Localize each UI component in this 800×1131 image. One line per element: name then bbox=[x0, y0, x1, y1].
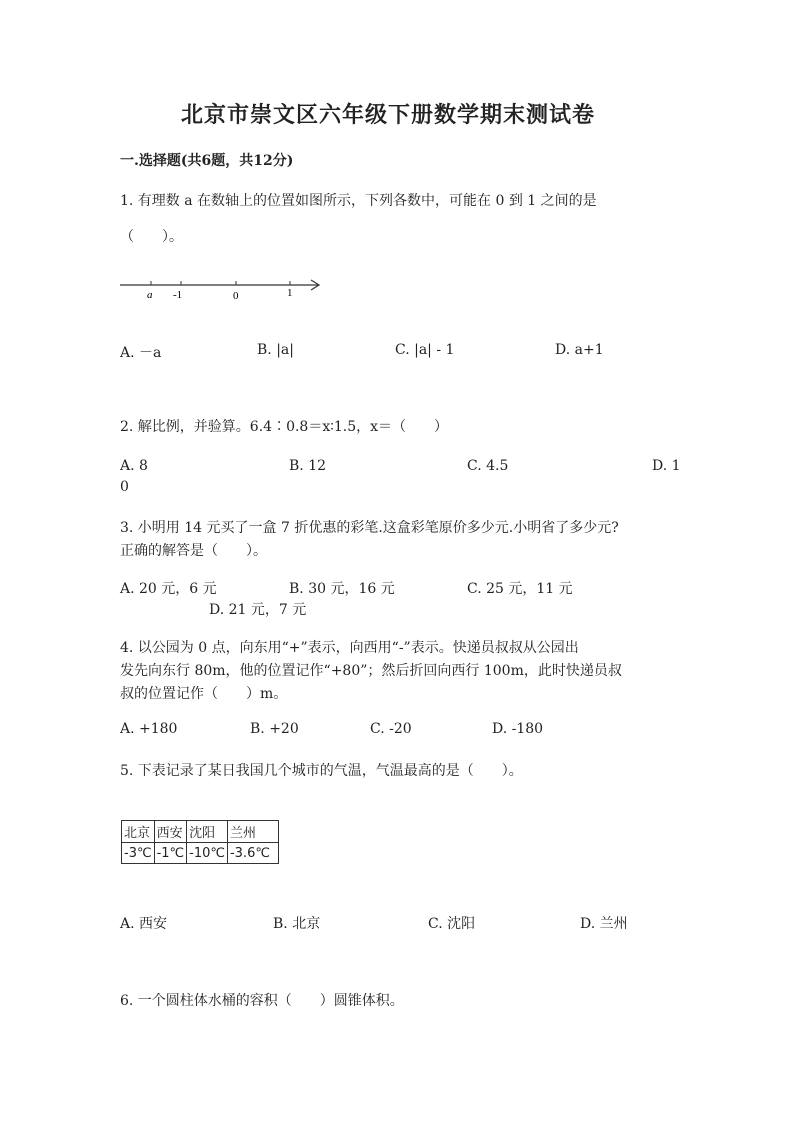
axis-label-a: a bbox=[147, 289, 153, 301]
question-4-text-cont: 发先向东行 80m，他的位置记作“+80”；然后折回向西行 100m，此时快递员叔 bbox=[120, 663, 622, 679]
city-xian: 西安 bbox=[154, 821, 187, 843]
temp-lanzhou: -3.6℃ bbox=[227, 843, 278, 864]
axis-label-minus-one: -1 bbox=[173, 289, 183, 301]
q2-option-c: C. 4.5 bbox=[467, 458, 509, 474]
q5-option-c: C. 沈阳 bbox=[428, 916, 476, 932]
q4-option-a: A. +180 bbox=[120, 721, 178, 737]
q1-option-a: A. －a bbox=[120, 345, 162, 361]
temperature-table bbox=[121, 820, 279, 864]
question-6-text: 6. 一个圆柱体水桶的容积（ ）圆锥体积。 bbox=[120, 993, 404, 1009]
q5-option-b: B. 北京 bbox=[273, 916, 321, 932]
q3-option-b: B. 30 元，16 元 bbox=[289, 581, 395, 597]
q3-option-c: C. 25 元，11 元 bbox=[467, 581, 573, 597]
q3-option-d: D. 21 元，7 元 bbox=[209, 602, 307, 618]
temp-shenyang: -10℃ bbox=[187, 843, 228, 864]
question-1-text: 1. 有理数 a 在数轴上的位置如图所示，下列各数中，可能在 0 到 1 之间的是 bbox=[120, 193, 597, 209]
table-row bbox=[122, 843, 279, 864]
q2-option-a: A. 8 bbox=[120, 458, 148, 474]
q1-option-b: B. |a| bbox=[257, 342, 294, 358]
city-beijing: 北京 bbox=[122, 821, 155, 843]
question-5-text: 5. 下表记录了某日我国几个城市的气温，气温最高的是（ ）。 bbox=[120, 763, 523, 779]
q3-option-a: A. 20 元，6 元 bbox=[120, 581, 217, 597]
q2-option-b: B. 12 bbox=[289, 458, 327, 474]
q4-option-d: D. -180 bbox=[492, 721, 544, 737]
axis-label-zero: 0 bbox=[233, 290, 239, 302]
q2-option-d: D. 1 bbox=[652, 458, 681, 474]
page-title: 北京市崇文区六年级下册数学期末测试卷 bbox=[181, 102, 596, 128]
number-line bbox=[115, 275, 330, 305]
question-4-text-end: 叔的位置记作（ ）m。 bbox=[120, 686, 288, 702]
question-1-blank: （ ）。 bbox=[120, 229, 183, 245]
city-lanzhou: 兰州 bbox=[227, 821, 278, 843]
question-2-text: 2. 解比例，并验算。6.4∶0.8＝x∶1.5，x＝（ ） bbox=[120, 419, 449, 435]
question-3-text-cont: 正确的解答是（ ）。 bbox=[120, 543, 267, 559]
q5-option-d: D. 兰州 bbox=[580, 916, 628, 932]
question-3-text: 3. 小明用 14 元买了一盒 7 折优惠的彩笔.这盒彩笔原价多少元.小明省了多少元? bbox=[120, 520, 619, 536]
table-row bbox=[122, 821, 279, 843]
q1-option-d: D. a+1 bbox=[555, 342, 604, 358]
q2-option-d-wrap: 0 bbox=[120, 479, 129, 495]
temp-xian: -1℃ bbox=[154, 843, 187, 864]
city-shenyang: 沈阳 bbox=[187, 821, 228, 843]
q4-option-c: C. -20 bbox=[370, 721, 412, 737]
question-4-text: 4. 以公园为 0 点，向东用“+”表示，向西用“-”表示。快递员叔叔从公园出 bbox=[120, 640, 579, 656]
section-heading: 一.选择题(共6题，共12分) bbox=[120, 153, 294, 169]
temp-beijing: -3℃ bbox=[122, 843, 155, 864]
q1-option-c: C. |a| - 1 bbox=[395, 342, 455, 358]
q4-option-b: B. +20 bbox=[250, 721, 299, 737]
axis-label-one: 1 bbox=[287, 287, 293, 299]
q5-option-a: A. 西安 bbox=[120, 916, 168, 932]
